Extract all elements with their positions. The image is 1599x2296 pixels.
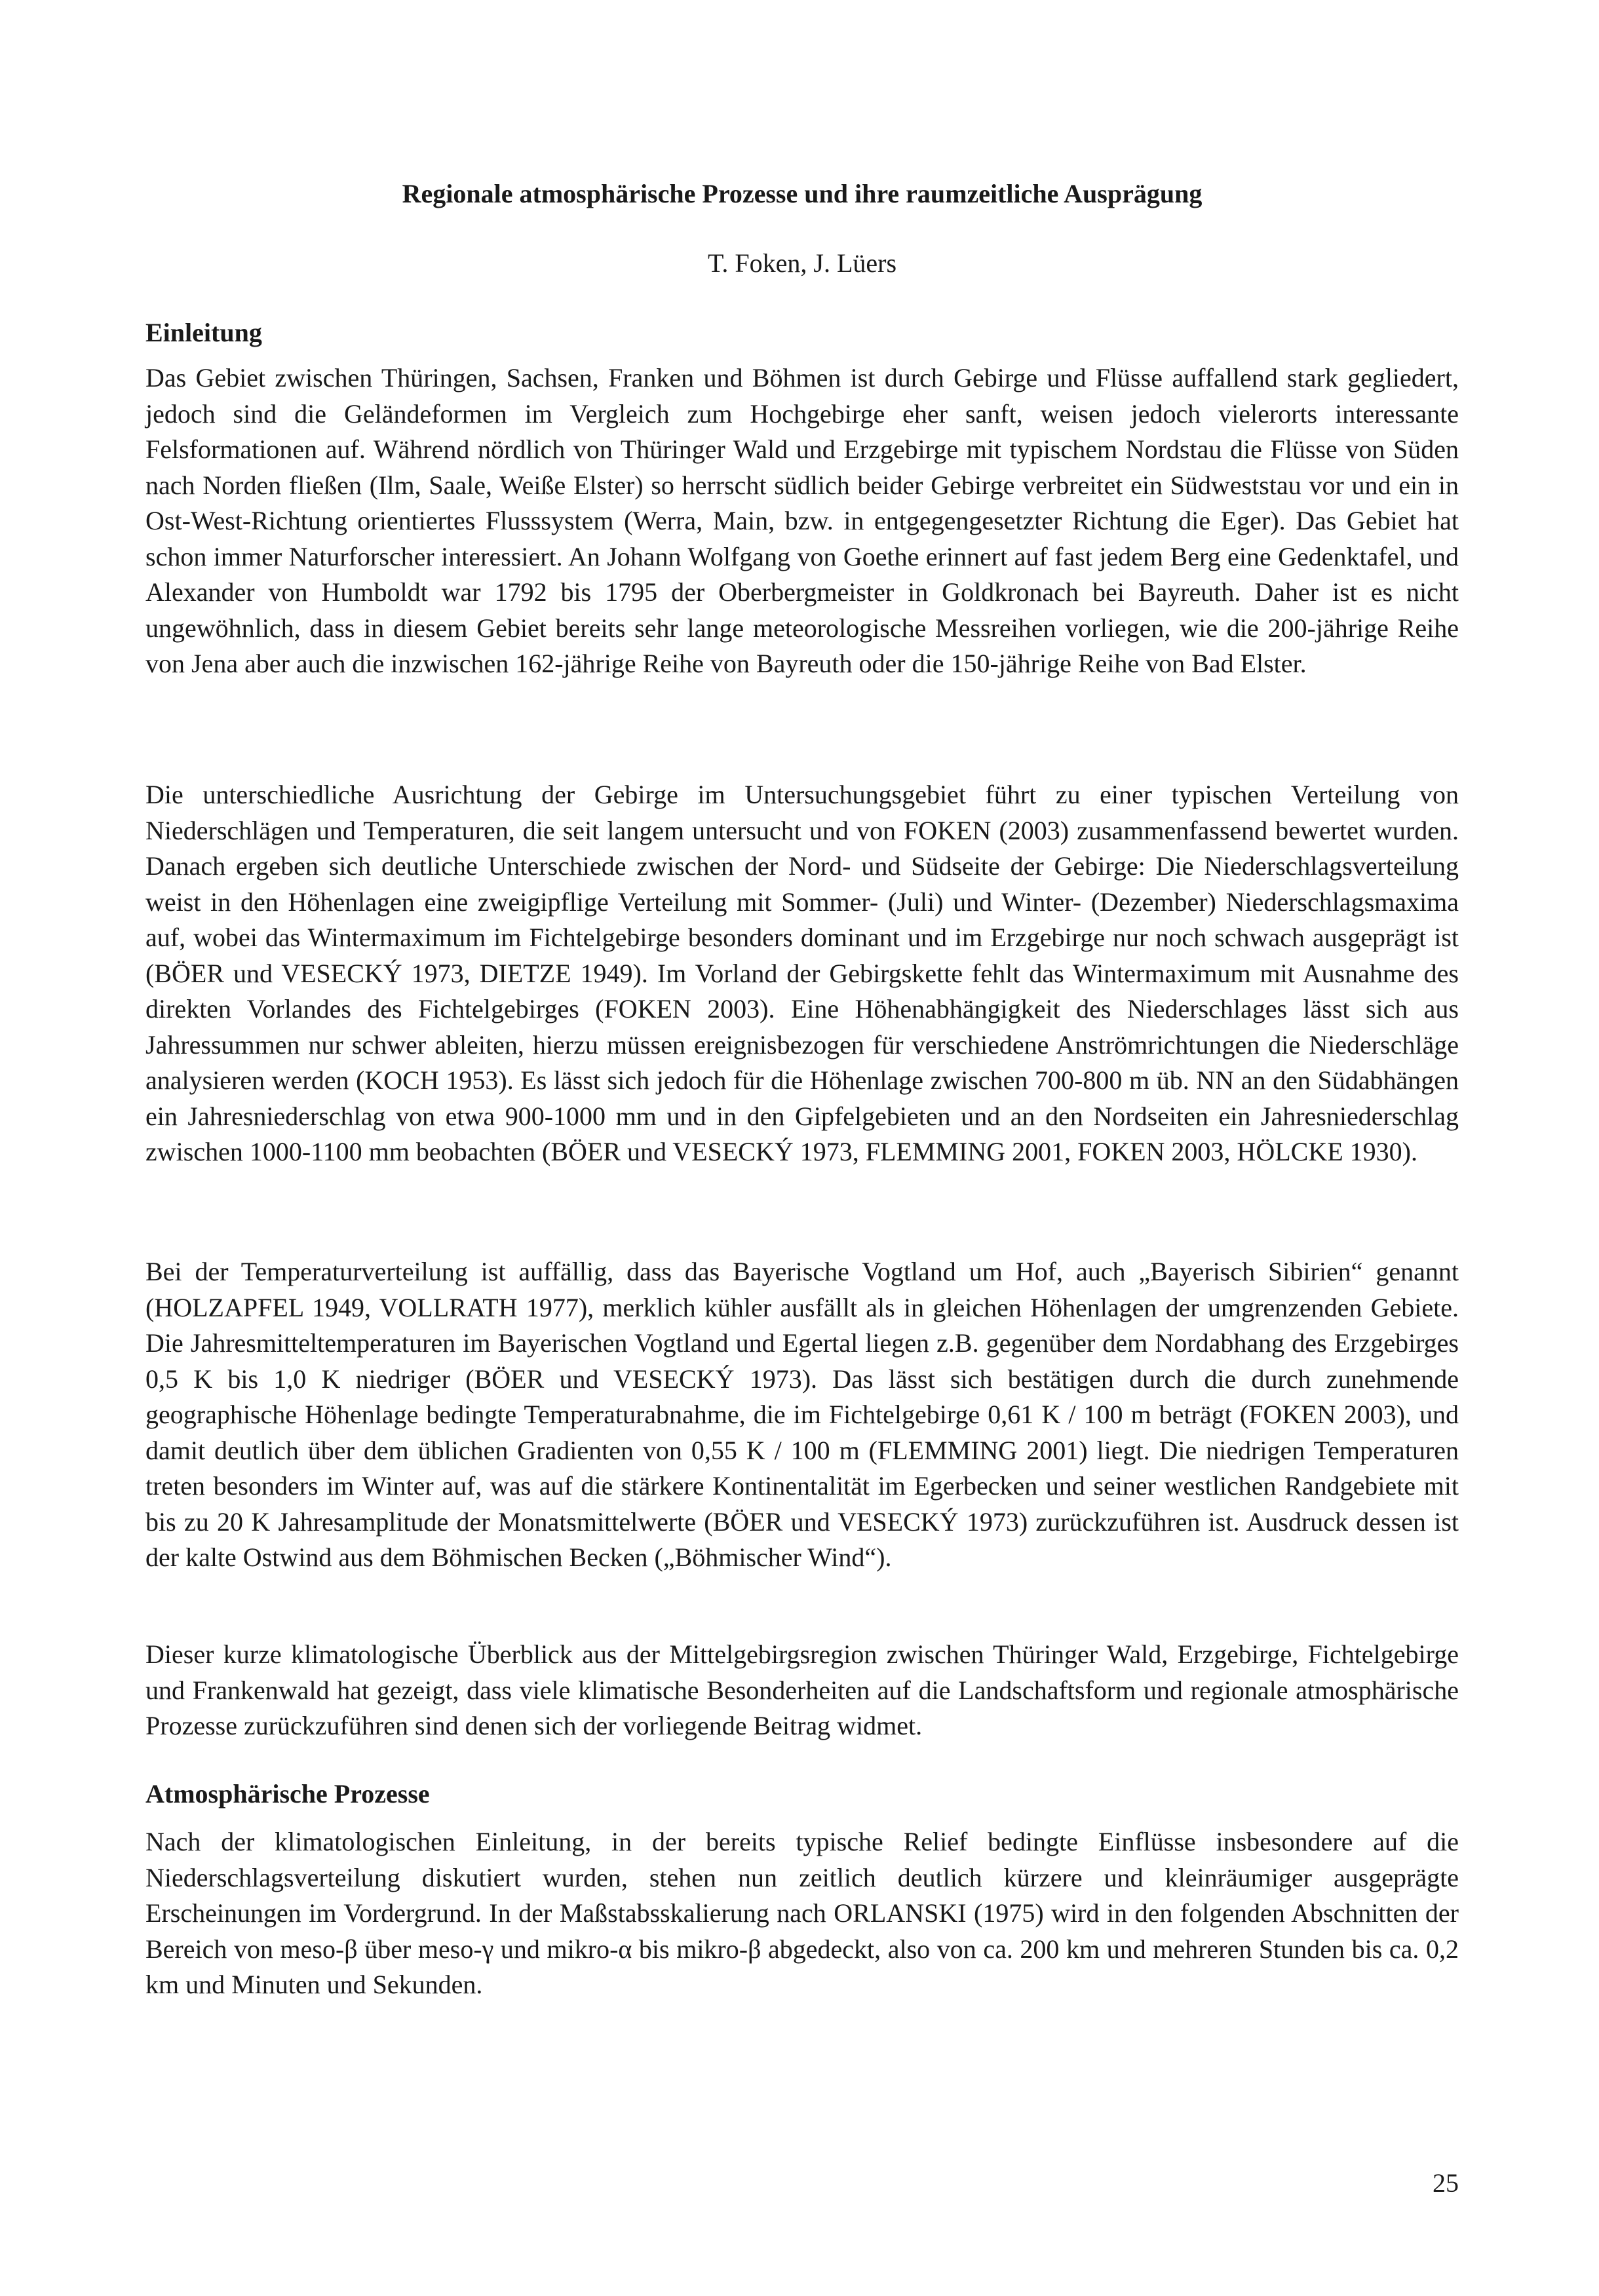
- paragraph: Dieser kurze klimatologische Überblick aus der Mittelgebirgsregion zwischen Thüringer Wald, Erzgebirge, Fichtelgebirge und Frankenwald hat gezeigt, dass viele klimatische Besonderheiten auf die Landschaftsform und regionale atmosphärische Prozesse zurückzuführen sind denen sich der vorliegende Beitrag widmet.: [145, 1639, 1459, 1740]
- paper-authors: T. Foken, J. Lüers: [707, 248, 897, 278]
- section-heading-atmosphaerische-prozesse: Atmosphärische Prozesse: [145, 1779, 430, 1808]
- paragraph: Nach der klimatologischen Einleitung, in der bereits typische Relief bedingte Einflüsse insbesondere auf die Niederschlagsverteilung diskutiert wurden, stehen nun zeitlich deutlich kürzere und kleinräumiger ausgeprägte Erscheinungen im Vordergrund. In der Maßstabsskalierung nach ORLANSKI (1975) wird in den folgenden Abschnitten der Bereich von meso-β über meso-γ und mikro-α bis mikro-β abgedeckt, also von ca. 200 km und mehreren Stunden bis ca. 0,2 km und Minuten und Sekunden.: [145, 1827, 1459, 1999]
- paragraph: Die unterschiedliche Ausrichtung der Gebirge im Untersuchungsgebiet führt zu einer typischen Verteilung von Niederschlägen und Temperaturen, die seit langem untersucht und von FOKEN (2003) zusammenfassend bewertet wurden. Danach ergeben sich deutliche Unterschiede zwischen der Nord- und Südseite der Gebirge: Die Niederschlagsverteilung weist in den Höhenlagen eine zweigipflige Verteilung mit Sommer- (Juli) und Winter- (Dezember) Niederschlagsmaxima auf, wobei das Wintermaximum im Fichtelgebirge besonders dominant und im Erzgebirge nur noch schwach ausgeprägt ist (BÖER und VESECKÝ 1973, DIETZE 1949). Im Vorland der Gebirgskette fehlt das Wintermaximum mit Ausnahme des direkten Vorlandes des Fichtelgebirges (FOKEN 2003). Eine Höhenabhängigkeit des Niederschlages lässt sich aus Jahressummen nur schwer ableiten, hierzu müssen ereignisbezogen für verschiedene Anströmrichtungen die Niederschläge analysieren werden (KOCH 1953). Es lässt sich jedoch für die Höhenlage zwischen 700-800 m üb. NN an den Südabhängen ein Jahresniederschlag von etwa 900-1000 mm und in den Gipfelgebieten und an den Nordseiten ein Jahresniederschlag zwischen 1000-1100 mm beobachten (BÖER und VESECKÝ 1973, FLEMMING 2001, FOKEN 2003, HÖLCKE 1930).: [145, 780, 1459, 1166]
- paper-page: [145, 0, 1459, 2296]
- paper-title: Regionale atmosphärische Prozesse und ihre raumzeitliche Ausprägung: [402, 179, 1203, 208]
- paragraph: Das Gebiet zwischen Thüringen, Sachsen, Franken und Böhmen ist durch Gebirge und Flüsse auffallend stark gegliedert, jedoch sind die Geländeformen im Vergleich zum Hochgebirge eher sanft, weisen jedoch vielerorts interessante Felsformationen auf. Während nördlich von Thüringer Wald und Erzgebirge mit typischem Nordstau die Flüsse von Süden nach Norden fließen (Ilm, Saale, Weiße Elster) so herrscht südlich beider Gebirge verbreitet ein Südweststau vor und ein in Ost-West-Richtung orientiertes Flusssystem (Werra, Main, bzw. in entgegengesetzter Richtung die Eger). Das Gebiet hat schon immer Naturforscher interessiert. An Johann Wolfgang von Goethe erinnert auf fast jedem Berg eine Gedenktafel, und Alexander von Humboldt war 1792 bis 1795 der Oberbergmeister in Goldkronach bei Bayreuth. Daher ist es nicht ungewöhnlich, dass in diesem Gebiet bereits sehr lange meteorologische Messreihen vorliegen, wie die 200-jährige Reihe von Jena aber auch die inzwischen 162-jährige Reihe von Bayreuth oder die 150-jährige Reihe von Bad Elster.: [145, 363, 1459, 678]
- page-number: 25: [1433, 2168, 1459, 2198]
- paragraph: Bei der Temperaturverteilung ist auffällig, dass das Bayerische Vogtland um Hof, auch „Bayerisch Sibirien“ genannt (HOLZAPFEL 1949, VOLLRATH 1977), merklich kühler ausfällt als in gleichen Höhenlagen der umgrenzenden Gebiete. Die Jahresmitteltemperaturen im Bayerischen Vogtland und Egertal liegen z.B. gegenüber dem Nordabhang des Erzgebirges 0,5 K bis 1,0 K niedriger (BÖER und VESECKÝ 1973). Das lässt sich bestätigen durch die durch zunehmende geographische Höhenlage bedingte Temperaturabnahme, die im Fichtelgebirge 0,61 K / 100 m beträgt (FOKEN 2003), und damit deutlich über dem üblichen Gradienten von 0,55 K / 100 m (FLEMMING 2001) liegt. Die niedrigen Temperaturen treten besonders im Winter auf, was auf die stärkere Kontinentalität im Egerbecken und seiner westlichen Randgebiete mit bis zu 20 K Jahresamplitude der Monatsmittelwerte (BÖER und VESECKÝ 1973) zurückzuführen ist. Ausdruck dessen ist der kalte Ostwind aus dem Böhmischen Becken („Böhmischer Wind“).: [145, 1257, 1459, 1572]
- section-heading-einleitung: Einleitung: [145, 318, 262, 347]
